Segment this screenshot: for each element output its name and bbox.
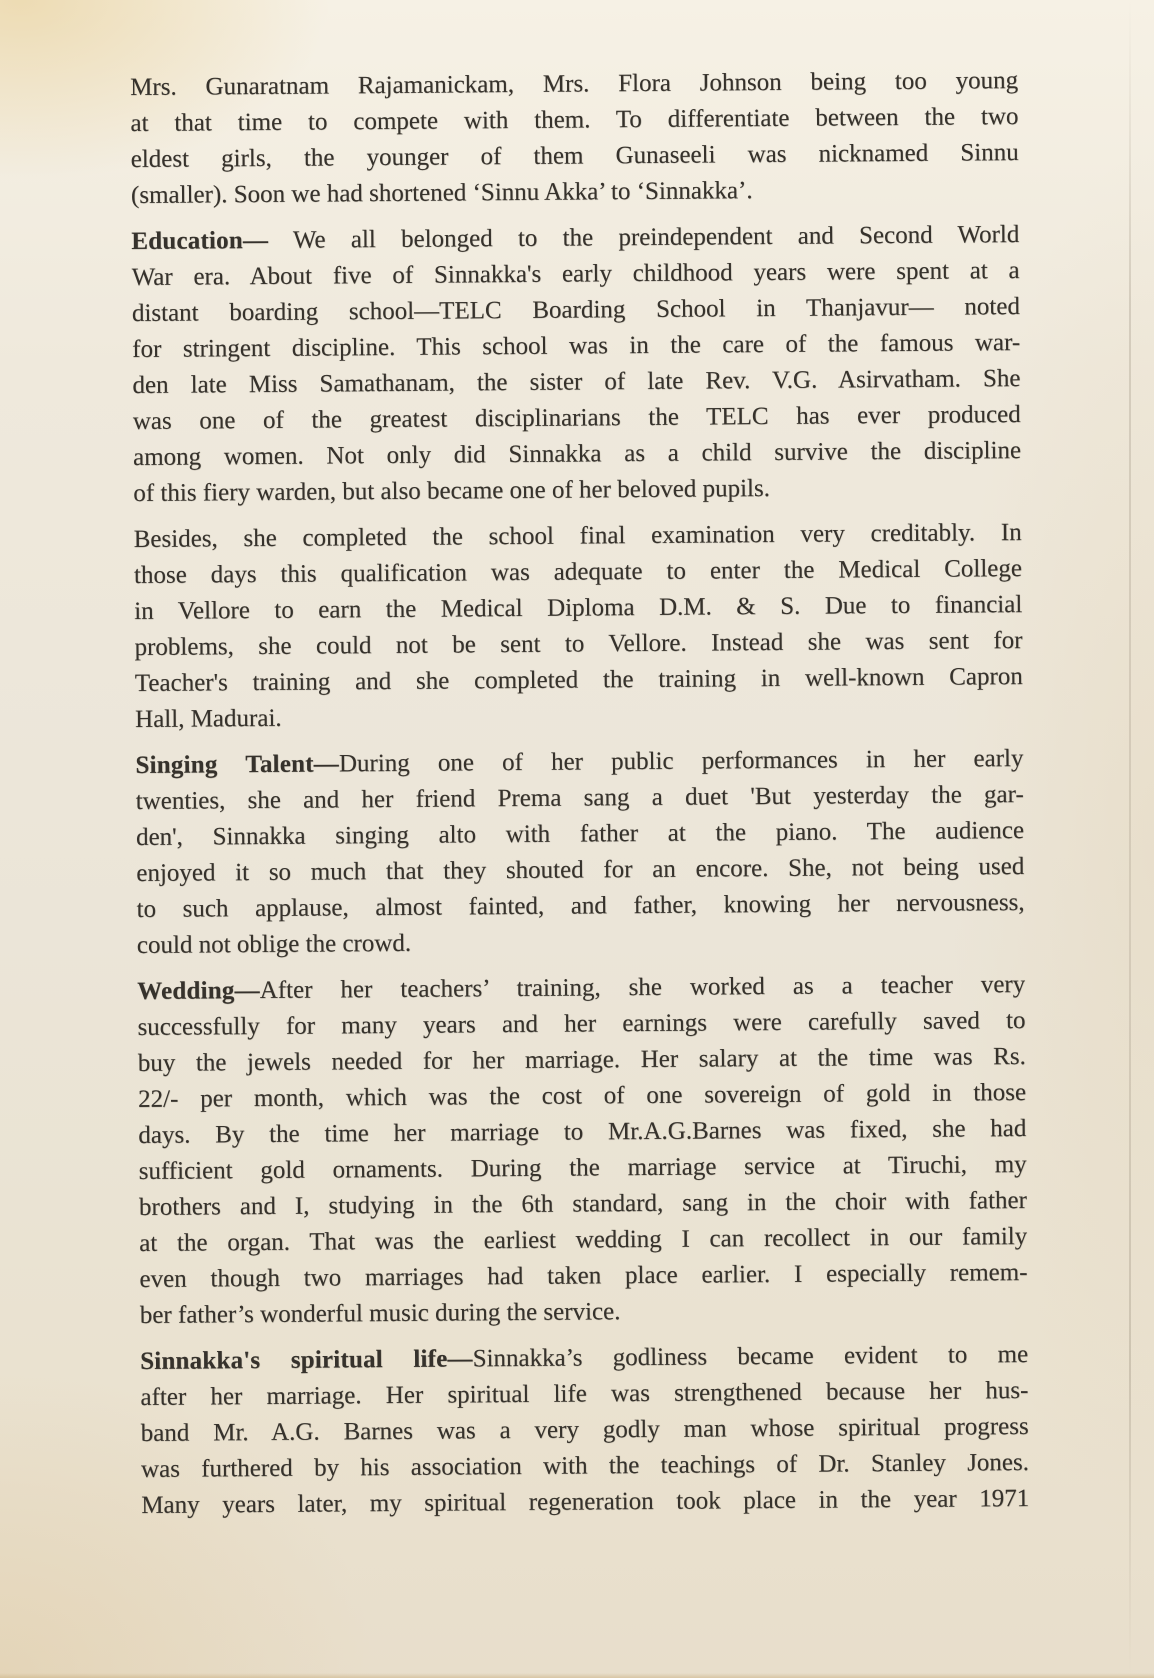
text-line: was furthered by his association with the teachings of Dr. Stanley Jones. <box>140 1448 1030 1483</box>
text-line: band Mr. A.G. Barnes was a very godly man whose spiritual progress <box>140 1412 1029 1447</box>
text-line: even though two marriages had taken place earlier. I especially remem- <box>139 1258 1028 1293</box>
text-line-content: We all belonged to the preindependent and Second World <box>268 221 1020 254</box>
text-line: among women. Not only did Sinnakka as a child survive the discipline <box>132 437 1022 471</box>
text-line: brothers and I, studying in the 6th standard, sang in the choir with father <box>138 1186 1028 1221</box>
text-line-content: Sinnakka’s godliness became evident to me <box>472 1340 1029 1373</box>
paragraph <box>135 741 1025 964</box>
bottom-scan-edge <box>0 1673 1154 1678</box>
text-line: War era. About five of Sinnakka's early childhood years were spent at a <box>131 257 1020 291</box>
text-line: (smaller). Soon we had shortened ‘Sinnu Akka’ to ‘Sinnakka’. <box>130 177 753 209</box>
text-line: could not oblige the crowd. <box>136 929 412 959</box>
text-line: Teacher's training and she completed the training in well-known Capron <box>134 663 1023 697</box>
text-line: eldest girls, the younger of them Gunaseeli was nicknamed Sinnu <box>130 139 1019 173</box>
text-line: at the organ. That was the earliest wedding I can recollect in our family <box>139 1222 1028 1257</box>
section-heading: Wedding— <box>137 977 260 1005</box>
text-line: Besides, she completed the school final examination very creditably. In <box>133 519 1022 553</box>
text-line: after her marriage. Her spiritual life was strengthened because her hus- <box>140 1376 1029 1411</box>
text-line: days. By the time her marriage to Mr.A.G.Barnes was fixed, she had <box>138 1114 1027 1149</box>
text-line: in Vellore to earn the Medical Diploma D.M. & S. Due to financial <box>134 591 1023 625</box>
paragraph <box>131 217 1021 512</box>
text-line: at that time to compete with them. To differentiate between the two <box>130 103 1019 137</box>
text-line: those days this qualification was adequate to enter the Medical College <box>133 555 1023 589</box>
text-line: twenties, she and her friend Prema sang a duet 'But yesterday the gar- <box>135 781 1024 815</box>
text-line: Mrs. Gunaratnam Rajamanickam, Mrs. Flora Johnson being too young <box>130 67 1019 101</box>
text-line-content: After her teachers’ training, she worked as a teacher very <box>259 970 1026 1005</box>
paragraph <box>137 967 1028 1334</box>
text-line: was one of the greatest disciplinarians the TELC has ever produced <box>132 401 1021 435</box>
page-edge-crease <box>1129 0 1131 1678</box>
text-line: Many years later, my spiritual regeneration took place in the year 1971 <box>141 1484 1030 1519</box>
text-line: enjoyed it so much that they shouted for an encore. She, not being used <box>136 853 1025 887</box>
text-line: successfully for many years and her earnings were carefully saved to <box>137 1006 1026 1041</box>
text-line: Hall, Madurai. <box>134 704 282 733</box>
text-line-content: During one of her public performances in her early <box>338 745 1024 778</box>
text-line: ber father’s wonderful music during the service. <box>139 1298 621 1329</box>
text-line: to such applause, almost fainted, and father, knowing her nervousness, <box>136 889 1025 923</box>
text-line: den late Miss Samathanam, the sister of late Rev. V.G. Asirvatham. She <box>132 365 1021 399</box>
text-line: of this fiery warden, but also became one of her beloved pupils. <box>133 474 771 507</box>
section-heading: Sinnakka's spiritual life— <box>140 1345 473 1375</box>
text-line: 22/- per month, which was the cost of one sovereign of gold in those <box>137 1078 1027 1113</box>
section-heading: Singing Talent— <box>135 750 339 779</box>
paragraph <box>140 1337 1029 1524</box>
text-line: sufficient gold ornaments. During the marriage service at Tiruchi, my <box>138 1150 1027 1185</box>
text-line: for stringent discipline. This school was in the care of the famous war- <box>132 329 1021 363</box>
page-text <box>130 63 1029 1534</box>
text-line: buy the jewels needed for her marriage. Her salary at the time was Rs. <box>137 1042 1026 1077</box>
paragraph <box>130 63 1019 214</box>
paragraph <box>134 515 1024 738</box>
text-line: problems, she could not be sent to Vellore. Instead she was sent for <box>134 627 1023 661</box>
text-line: den', Sinnakka singing alto with father at the piano. The audience <box>135 817 1025 851</box>
text-line: distant boarding school—TELC Boarding School in Thanjavur— noted <box>131 293 1020 327</box>
section-heading: Education— <box>131 226 269 255</box>
